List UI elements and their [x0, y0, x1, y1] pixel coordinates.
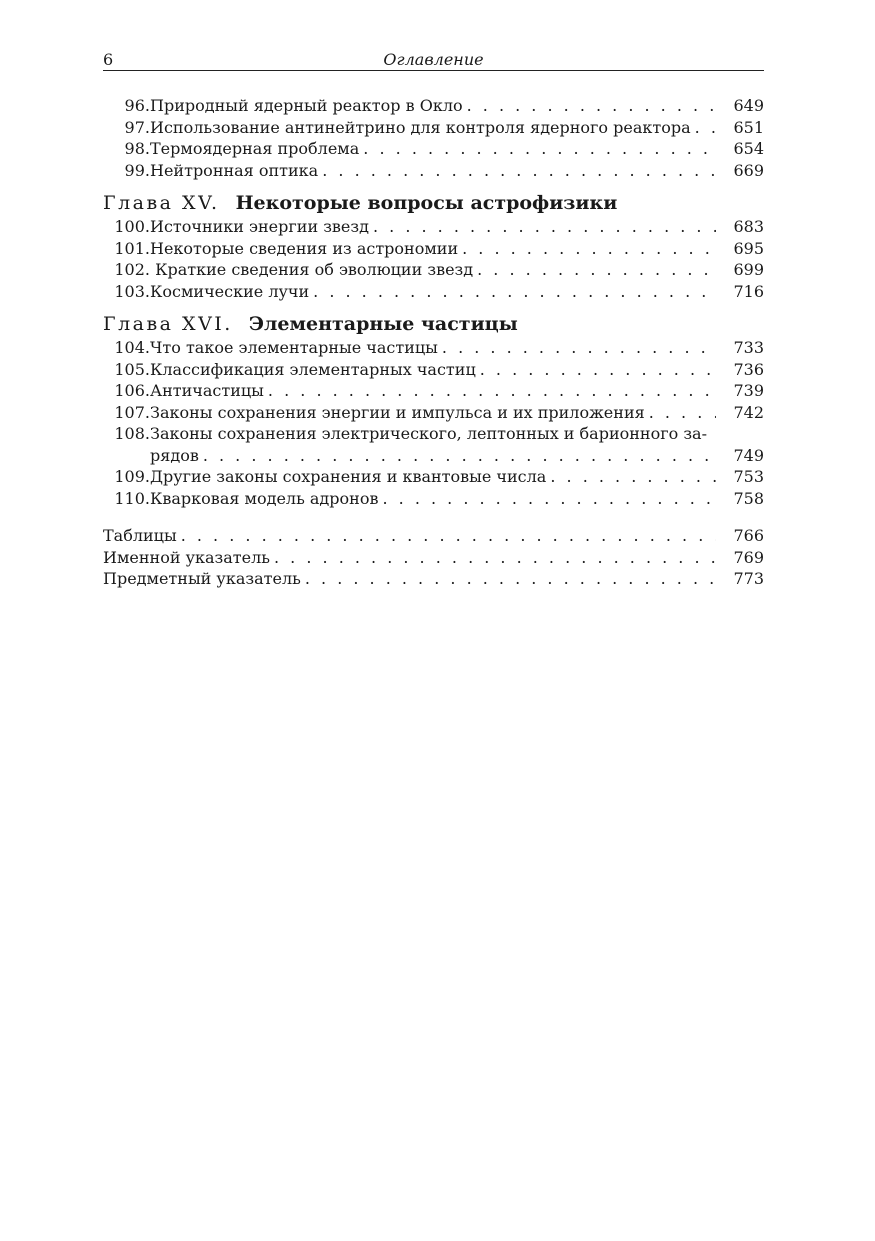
entry-title: Другие законы сохранения и квантовые числа	[150, 467, 547, 486]
entry-title: Природный ядерный реактор в Окло	[150, 96, 463, 115]
entry-title: Краткие сведения об эволюции звезд	[150, 260, 474, 279]
table-of-contents	[103, 95, 764, 590]
entry-number: 107.	[114, 402, 150, 422]
leader-dots	[363, 138, 716, 160]
entry-page: 669	[733, 160, 764, 180]
leader-dots	[373, 216, 716, 238]
running-header	[103, 48, 764, 71]
entry-page: 769	[733, 547, 764, 567]
entry-number: 100.	[114, 217, 150, 236]
entry-title: Некоторые сведения из астрономии	[150, 238, 459, 258]
toc-entry[interactable]	[103, 138, 764, 160]
entry-page: 742	[733, 402, 764, 422]
entry-title: Именной указатель	[103, 547, 270, 567]
toc-entry[interactable]	[103, 547, 764, 569]
entry-title: Законы сохранения энергии и импульса и их приложения	[150, 402, 645, 422]
entry-number: 97.	[124, 117, 150, 137]
entry-title: Античастицы	[150, 381, 264, 400]
leader-dots	[203, 445, 716, 467]
entry-title: Таблицы	[103, 526, 177, 545]
entry-title: Термоядерная проблема	[150, 139, 360, 158]
entry-number: 108.	[114, 424, 150, 443]
chapter-heading[interactable]	[103, 311, 764, 337]
running-title: Оглавление	[383, 50, 484, 69]
toc-entry[interactable]	[103, 337, 764, 359]
toc-entry[interactable]	[103, 568, 764, 590]
toc-entry[interactable]	[103, 281, 764, 303]
entry-number: 101.	[114, 238, 150, 258]
entry-title: Использование антинейтрино для контроля ядерного реактора	[150, 117, 691, 137]
entry-number: 105.	[114, 359, 150, 379]
toc-entry[interactable]	[103, 525, 764, 547]
toc-entry[interactable]	[103, 402, 764, 424]
entry-page: 753	[733, 467, 764, 486]
toc-entry[interactable]	[103, 488, 764, 510]
entry-title: Предметный указатель	[103, 569, 301, 588]
toc-entry[interactable]	[103, 238, 764, 260]
entry-title: Что такое элементарные частицы	[150, 338, 438, 357]
entry-page: 773	[733, 569, 764, 588]
entry-number: 102.	[114, 260, 150, 279]
leader-dots	[695, 117, 716, 139]
entry-title: Нейтронная оптика	[150, 160, 319, 180]
entry-number: 106.	[114, 381, 150, 400]
leader-dots	[467, 95, 716, 117]
toc-entry[interactable]	[103, 466, 764, 488]
toc-entry[interactable]	[103, 423, 764, 466]
entry-page: 733	[733, 338, 764, 357]
leader-dots	[322, 160, 716, 182]
chapter-label: Глава XVI.	[103, 313, 233, 335]
entry-page: 649	[733, 96, 764, 115]
leader-dots	[382, 488, 716, 510]
toc-entry[interactable]	[103, 216, 764, 238]
entry-page: 651	[733, 117, 764, 137]
entry-number: 98.	[124, 139, 150, 158]
toc-entry[interactable]	[103, 95, 764, 117]
entry-number: 109.	[114, 467, 150, 486]
entry-title: Источники энергии звезд	[150, 217, 369, 236]
entry-page: 766	[733, 526, 764, 545]
toc-entry[interactable]	[103, 117, 764, 139]
toc-entry[interactable]	[103, 380, 764, 402]
leader-dots	[181, 525, 716, 547]
entry-title-line1: Законы сохранения электрического, лептонных и барионного за-	[150, 424, 707, 443]
chapter-title: Некоторые вопросы астрофизики	[235, 192, 618, 214]
entry-number: 104.	[114, 338, 150, 357]
chapter-heading[interactable]	[103, 190, 764, 216]
entry-number: 96.	[124, 96, 150, 115]
entry-number: 103.	[114, 281, 150, 301]
entry-page: 695	[733, 238, 764, 258]
entry-title: Кварковая модель адронов	[150, 488, 379, 508]
leader-dots	[442, 337, 716, 359]
leader-dots	[480, 359, 716, 381]
leader-dots	[274, 547, 716, 569]
leader-dots	[550, 466, 716, 488]
page-number: 6	[103, 50, 114, 69]
entry-page: 736	[733, 359, 764, 379]
backmatter-list	[103, 525, 764, 590]
chapter-title: Элементарные частицы	[248, 313, 518, 335]
toc-entry[interactable]	[103, 160, 764, 182]
leader-dots	[477, 259, 716, 281]
entry-number: 99.	[124, 160, 150, 180]
entry-title: Космические лучи	[150, 281, 310, 301]
entry-page: 749	[733, 445, 764, 465]
entry-page: 683	[733, 217, 764, 236]
chapter-label: Глава XV.	[103, 192, 220, 214]
entry-title: Классификация элементарных частиц	[150, 359, 476, 379]
leader-dots	[305, 568, 716, 590]
entry-title-line2: рядов	[150, 445, 199, 465]
toc-entry[interactable]	[103, 259, 764, 281]
leader-dots	[313, 281, 716, 303]
entry-page: 739	[733, 381, 764, 400]
toc-entry[interactable]	[103, 359, 764, 381]
leader-dots	[462, 238, 716, 260]
entry-page: 654	[733, 139, 764, 158]
entry-number: 110.	[114, 488, 150, 508]
entry-page: 758	[733, 488, 764, 508]
leader-dots	[649, 402, 716, 424]
entry-page: 699	[733, 260, 764, 279]
leader-dots	[268, 380, 716, 402]
entry-page: 716	[733, 281, 764, 301]
